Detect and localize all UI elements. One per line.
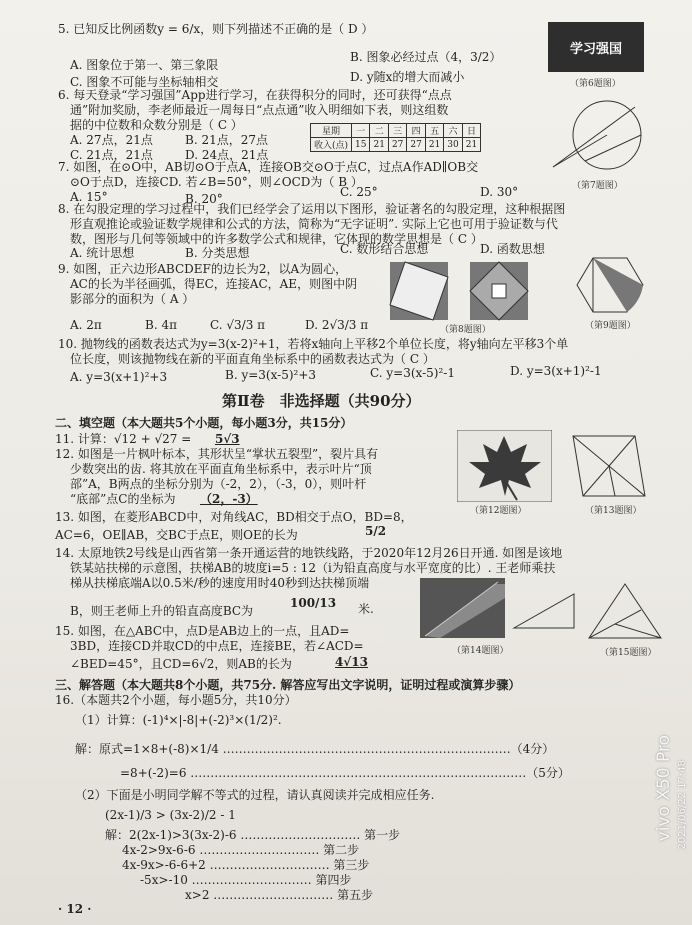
q12-line1: 12. 如图是一片枫叶标本，其形状呈“掌状五裂型”，裂片具有 [55, 447, 379, 461]
camera-watermark-timestamp: 2021/06/22 17:48 [677, 760, 688, 850]
fig7-circle-diagram [545, 95, 655, 175]
fig8-pythagoras-diagram [385, 260, 545, 322]
q16-solution-line1: 解：原式=1×8+(-8)×1/4 ………………………………………………………………（4分） [75, 742, 555, 756]
q10-line1: 10. 抛物线的函数表达式为y=3(x-2)²+1，若将x轴向上平移2个单位长度，将y轴向左平移3个单 [58, 337, 569, 351]
q11-answer: 5√3 [215, 432, 240, 446]
q6-option-b: B. 21点，27点 [185, 133, 268, 147]
q5-option-a: A. 图象位于第一、第三象限 [70, 58, 219, 72]
q9-line3: 影部分的面积为（ A ） [70, 292, 195, 306]
income-table [310, 123, 481, 152]
table-cell: 15 [352, 138, 370, 152]
table-cell: 四 [407, 124, 425, 138]
q14-line4: B，则王老师上升的铅直高度BC为 [70, 604, 254, 618]
fig13-rhombus [565, 428, 650, 503]
q6-line3: 据的中位数和众数分别是（ C ） [70, 118, 243, 132]
part-2-heading: 第Ⅱ卷 非选择题（共90分） [222, 392, 421, 410]
q16-step1: 解：2(2x-1)>3(3x-2)-6 ………………………… 第一步 [105, 828, 401, 842]
table-cell: 一 [352, 124, 370, 138]
q6-option-a: A. 27点，21点 [70, 133, 153, 147]
q14-unit: 米. [358, 602, 374, 616]
camera-watermark-model: vivo X50 Pro [654, 735, 674, 842]
fig14-caption: （第14题图） [452, 646, 509, 656]
q10-option-b: B. y=3(x-5)²+3 [225, 368, 317, 382]
q8-line1: 8. 在勾股定理的学习过程中，我们已经学会了运用以下图形，验证著名的勾股定理，这种根据图 [58, 202, 566, 216]
page-number: · 12 · [58, 902, 92, 916]
q15-answer: 4√13 [335, 655, 368, 669]
q10-line2: 位长度，则该抛物线在新的平面直角坐标系中的函数表达式为（ C ） [70, 352, 435, 366]
q15-line3: ∠BED=45°，且CD=6√2，则AB的长为 [70, 657, 292, 671]
fig15-caption: （第15题图） [600, 648, 657, 658]
table-cell: 27 [388, 138, 406, 152]
section-2-heading: 二、填空题（本大题共5个小题，每小题3分，共15分） [55, 416, 353, 430]
q10-option-c: C. y=3(x-5)²-1 [370, 366, 455, 380]
fig9-caption: （第9题图） [585, 321, 636, 331]
q13-line2: AC=6，OE∥AB，交BC于点E，则OE的长为 [55, 528, 298, 542]
table-cell: 五 [425, 124, 443, 138]
q16-part2: （2）下面是小明同学解不等式的过程，请认真阅读并完成相应任务. [75, 788, 435, 802]
q8-option-d: D. 函数思想 [480, 242, 545, 256]
q16-part1: （1）计算：(-1)⁴×|-8|+(-2)³×(1/2)². [75, 713, 282, 727]
q14-answer: 100/13 [290, 596, 337, 610]
table-cell: 六 [444, 124, 462, 138]
q12-line3: 部”A，B两点的坐标分别为（-2，2），（-3，0），则叶杆 [70, 477, 367, 491]
q6-line1: 6. 每天登录“学习强国”App进行学习，在获得积分的同时，还可获得“点点 [58, 88, 452, 102]
q10-option-d: D. y=3(x+1)²-1 [510, 364, 602, 378]
q7-line1: 7. 如图，在⊙O中，AB切⊙O于点A，连接OB交⊙O于点C，过点A作AD∥OB交 [58, 160, 479, 174]
q5-stem: 5. 已知反比例函数y = 6/x，则下列描述不正确的是（ D ） [58, 22, 374, 36]
q7-line2: ⊙O于点D，连接CD. 若∠B=50°，则∠OCD为（ B ） [70, 175, 363, 189]
q16-heading: 16.（本题共2个小题，每小题5分，共10分） [55, 693, 297, 707]
q5-option-c: C. 图象不可能与坐标轴相交 [70, 75, 219, 89]
q7-option-d: D. 30° [480, 185, 519, 199]
fig8-caption: （第8题图） [440, 325, 491, 335]
table-cell: 30 [444, 138, 462, 152]
fig9-hexagon-diagram [575, 255, 645, 315]
q8-option-b: B. 分类思想 [185, 246, 250, 260]
table-cell: 三 [388, 124, 406, 138]
q16-solution-line2: =8+(-2)=6 …………………………………………………………………………（5分） [120, 766, 570, 780]
xuexi-qiangguo-logo: 学习强国 [548, 22, 644, 72]
q7-option-b: B. 20° [185, 192, 223, 206]
fig14-triangle [510, 588, 580, 633]
q8-option-c: C. 数形结合思想 [340, 242, 429, 256]
fig15-triangle [585, 580, 665, 642]
q9-option-d: D. 2√3/3 π [305, 318, 369, 332]
q13-answer: 5/2 [365, 524, 387, 538]
q9-line1: 9. 如图，正六边形ABCDEF的边长为2，以A为圆心， [58, 262, 348, 276]
q8-option-a: A. 统计思想 [70, 246, 135, 260]
q14-line1: 14. 太原地铁2号线是山西省第一条开通运营的地铁线路，于2020年12月26日开通. 如图是该地 [55, 546, 563, 560]
q14-line3: 梯从扶梯底端A以0.5米/秒的速度用时40秒到达扶梯顶端 [70, 576, 370, 590]
q7-option-a: A. 15° [70, 190, 108, 204]
q9-option-c: C. √3/3 π [210, 318, 266, 332]
q9-option-b: B. 4π [145, 318, 177, 332]
q12-line2: 少数突出的齿. 将其放在平面直角坐标系中，表示叶片“顶 [70, 462, 372, 476]
fig7-caption: （第7题图） [572, 181, 623, 191]
q6-line2: 通”附加奖励，李老师最近一周每日“点点通”收入明细如下表，则这组数 [70, 103, 449, 117]
q11-text: 11. 计算：√12 + √27 = [55, 432, 192, 446]
fig12-maple-leaf [457, 430, 552, 502]
section-3-heading: 三、解答题（本大题共8个小题，共75分. 解答应写出文字说明，证明过程或演算步骤） [55, 678, 521, 692]
q16-step4: -5x>-10 ………………………… 第四步 [140, 873, 352, 887]
q12-line4: “底部”点C的坐标为 [70, 492, 176, 506]
table-cell: 日 [462, 124, 480, 138]
q16-step2: 4x-2>9x-6-6 ………………………… 第二步 [122, 843, 360, 857]
q13-line1: 13. 如图，在菱形ABCD中，对角线AC，BD相交于点O，BD=8， [55, 510, 413, 524]
fig14-escalator-photo [420, 578, 505, 638]
q8-line3: 数，图形与几何等领域中的许多数学公式和规律，它体现的数学思想是（ C ） [70, 232, 483, 246]
table-cell: 21 [462, 138, 480, 152]
q8-line2: 形直观推论或验证数学规律和公式的方法，简称为“无字证明”. 实际上它也可用于验证数与代 [70, 217, 558, 231]
fig6-caption: （第6题图） [570, 79, 621, 89]
q9-line2: AC的长为半径画弧，得EC，连接AC，AE，则图中阴 [70, 277, 358, 291]
q6-option-c: C. 21点，21点 [70, 148, 153, 162]
table-cell: 星期 [311, 124, 352, 138]
q16-step5: x>2 ………………………… 第五步 [185, 888, 374, 902]
q15-line1: 15. 如图，在△ABC中，点D是AB边上的一点，且AD= [55, 624, 350, 638]
q15-line2: 3BD，连接CD并取CD的中点E，连接BE，若∠ACD= [70, 639, 364, 653]
q14-line2: 铁某站扶梯的示意图，扶梯AB的坡度i=5 : 12（i为铅直高度与水平宽度的比）. 王老师乘扶 [70, 561, 556, 575]
q10-option-a: A. y=3(x+1)²+3 [70, 370, 168, 384]
q9-option-a: A. 2π [70, 318, 102, 332]
fig13-caption: （第13题图） [585, 506, 642, 516]
table-cell: 二 [370, 124, 388, 138]
q7-option-c: C. 25° [340, 185, 378, 199]
q16-inequality: (2x-1)/3 > (3x-2)/2 - 1 [105, 808, 236, 822]
fig12-caption: （第12题图） [470, 506, 527, 516]
table-cell: 21 [370, 138, 388, 152]
q16-step3: 4x-9x>-6-6+2 ………………………… 第三步 [122, 858, 370, 872]
q12-answer: （2，-3） [200, 492, 258, 506]
q5-option-b: B. 图象必经过点（4，3/2） [350, 50, 502, 64]
table-cell: 21 [425, 138, 443, 152]
q6-option-d: D. 24点，21点 [185, 148, 269, 162]
table-cell: 收入(点) [311, 138, 352, 152]
q5-option-d: D. y随x的增大而减小 [350, 70, 465, 84]
table-cell: 27 [407, 138, 425, 152]
